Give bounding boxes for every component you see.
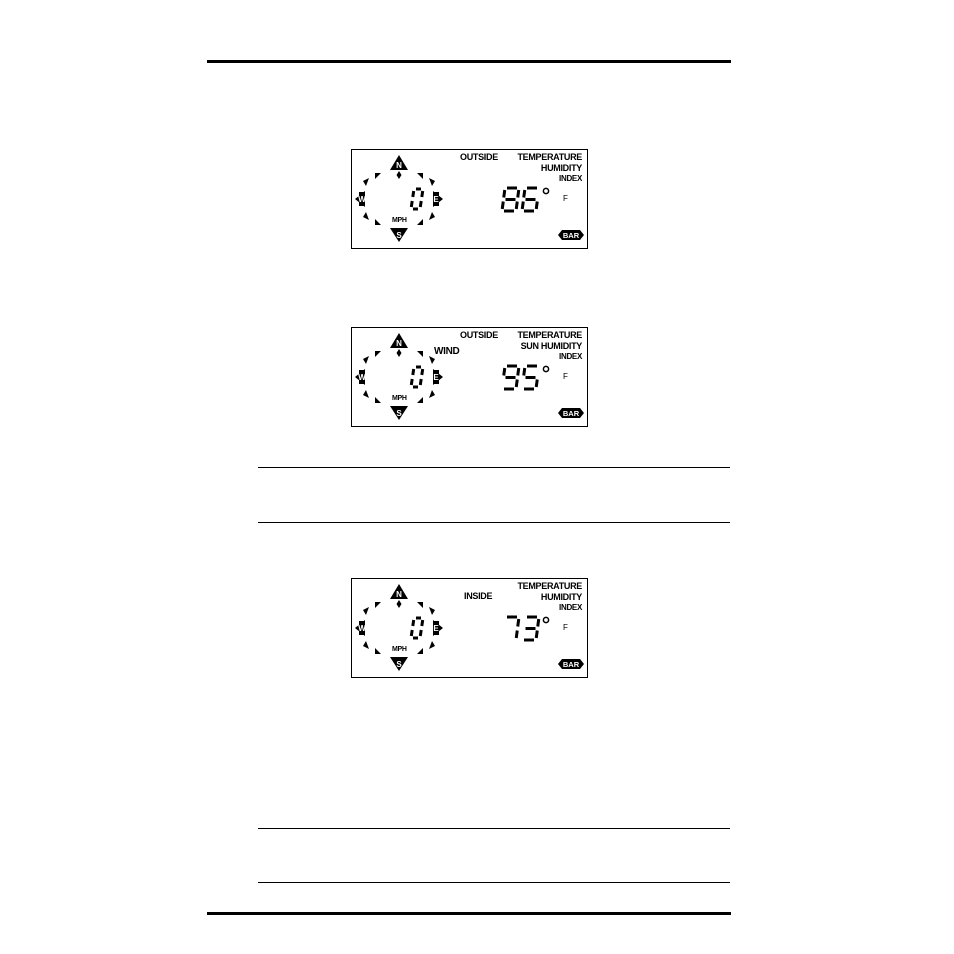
compass-wedge [429, 178, 435, 186]
compass-wedge [363, 178, 369, 186]
wind-speed-digit [411, 367, 422, 387]
compass-north-icon [390, 584, 408, 608]
mode-line-2: HUMIDITY [540, 592, 582, 602]
temperature-digit [524, 366, 537, 389]
compass-wedge [363, 212, 369, 220]
digit-segment [411, 201, 412, 207]
compass-east-icon [433, 191, 443, 207]
compass-e-label: E [433, 195, 439, 204]
temperature-digit [502, 188, 518, 211]
compass-wedge [375, 602, 381, 608]
temperature-digit [504, 366, 519, 389]
compass-wedge [363, 356, 369, 364]
compass-wedge [375, 648, 381, 654]
digit-segment [502, 202, 503, 210]
wind-speed-digit [411, 618, 422, 638]
digit-segment [422, 620, 423, 626]
compass-east-icon [433, 369, 443, 385]
mode-line-1: TEMPERATURE [517, 152, 582, 162]
bottom-rule [207, 912, 731, 915]
compass-west-icon [355, 191, 366, 207]
digit-segment [413, 620, 414, 626]
compass-north-icon [390, 155, 408, 179]
bar-badge-icon [558, 659, 584, 669]
compass-wedge [429, 607, 435, 615]
digit-segment [411, 630, 412, 636]
temp-unit: F [563, 623, 568, 632]
digit-segment [536, 631, 537, 639]
divider-rule [258, 882, 730, 883]
digit-segment [413, 369, 414, 375]
mode-line-2: HUMIDITY [540, 163, 582, 173]
digit-segment [516, 631, 517, 639]
compass-wedge [375, 351, 381, 357]
compass-west-icon [355, 369, 366, 385]
digit-segment [504, 190, 505, 198]
compass-s-label: S [396, 409, 402, 418]
mode-line-3: INDEX [559, 352, 582, 361]
divider-rule [258, 828, 730, 829]
digit-segment [420, 379, 421, 385]
lcd-panel-outside-temperature-humidity [351, 149, 588, 249]
compass-wedge [417, 351, 423, 357]
wind-label: WIND [434, 346, 460, 357]
lcd-panel-inside-temperature-humidity [351, 578, 588, 678]
divider-rule [258, 467, 730, 468]
compass-e-label: E [433, 373, 439, 382]
lcd-panel-outside-temperature-sun-humidity [351, 327, 588, 427]
compass-wedge [375, 173, 381, 179]
compass-wedge [429, 390, 435, 398]
compass-n-label: N [396, 590, 402, 599]
compass-wedge [363, 390, 369, 398]
mode-line-2: SUN HUMIDITY [520, 341, 582, 351]
compass-wedge [417, 602, 423, 608]
compass-wedge [417, 397, 423, 403]
digit-segment [420, 630, 421, 636]
compass-wedge [417, 219, 423, 225]
compass-s-label: S [396, 660, 402, 669]
speed-unit: MPH [392, 646, 407, 653]
compass-n-label: N [396, 161, 402, 170]
bar-label: BAR [562, 660, 580, 669]
digit-segment [413, 191, 414, 197]
digit-segment [524, 190, 525, 198]
digit-segment [518, 368, 519, 376]
temperature-digit [524, 617, 539, 640]
digit-segment [536, 380, 537, 388]
mode-line-1: TEMPERATURE [517, 581, 582, 591]
compass-wedge [375, 397, 381, 403]
mode-line-3: INDEX [559, 603, 582, 612]
digit-segment [422, 369, 423, 375]
mode-line-3: INDEX [559, 174, 582, 183]
bar-label: BAR [562, 409, 580, 418]
digit-segment [504, 368, 505, 376]
digit-segment [524, 368, 525, 376]
compass-wedge [363, 607, 369, 615]
speed-unit: MPH [392, 217, 407, 224]
temp-unit: F [563, 194, 568, 203]
compass-wedge [363, 641, 369, 649]
degree-sign-icon [543, 188, 548, 193]
compass-w-label: W [358, 624, 366, 633]
bar-label: BAR [562, 231, 580, 240]
compass-east-icon [433, 620, 443, 636]
compass-w-label: W [358, 373, 366, 382]
digit-segment [422, 191, 423, 197]
top-rule [207, 60, 731, 63]
divider-rule [258, 522, 730, 523]
degree-sign-icon [543, 617, 548, 622]
compass-wedge [429, 212, 435, 220]
compass-wedge [429, 641, 435, 649]
compass-wedge [417, 648, 423, 654]
location-label: INSIDE [464, 591, 493, 601]
compass-wedge [429, 356, 435, 364]
compass-north-icon [390, 333, 408, 357]
bar-badge-icon [558, 408, 584, 418]
mode-line-1: TEMPERATURE [517, 330, 582, 340]
compass-e-label: E [433, 624, 439, 633]
digit-segment [420, 201, 421, 207]
compass-south-icon [390, 657, 408, 671]
compass-west-icon [355, 620, 366, 636]
location-label: OUTSIDE [460, 330, 498, 340]
digit-segment [536, 202, 537, 210]
digit-segment [518, 619, 519, 627]
digit-segment [411, 379, 412, 385]
digit-segment [518, 190, 519, 198]
temperature-digit [507, 617, 519, 638]
compass-s-label: S [396, 231, 402, 240]
location-label: OUTSIDE [460, 152, 498, 162]
speed-unit: MPH [392, 395, 407, 402]
degree-sign-icon [543, 366, 548, 371]
digit-segment [516, 202, 517, 210]
compass-south-icon [390, 406, 408, 420]
bar-badge-icon [558, 230, 584, 240]
compass-n-label: N [396, 339, 402, 348]
temp-unit: F [563, 372, 568, 381]
temperature-digit [522, 188, 537, 211]
compass-south-icon [390, 228, 408, 242]
wind-speed-digit [411, 189, 422, 209]
compass-wedge [417, 173, 423, 179]
compass-w-label: W [358, 195, 366, 204]
digit-segment [516, 380, 517, 388]
digit-segment [538, 619, 539, 627]
digit-segment [522, 202, 523, 210]
compass-wedge [375, 219, 381, 225]
